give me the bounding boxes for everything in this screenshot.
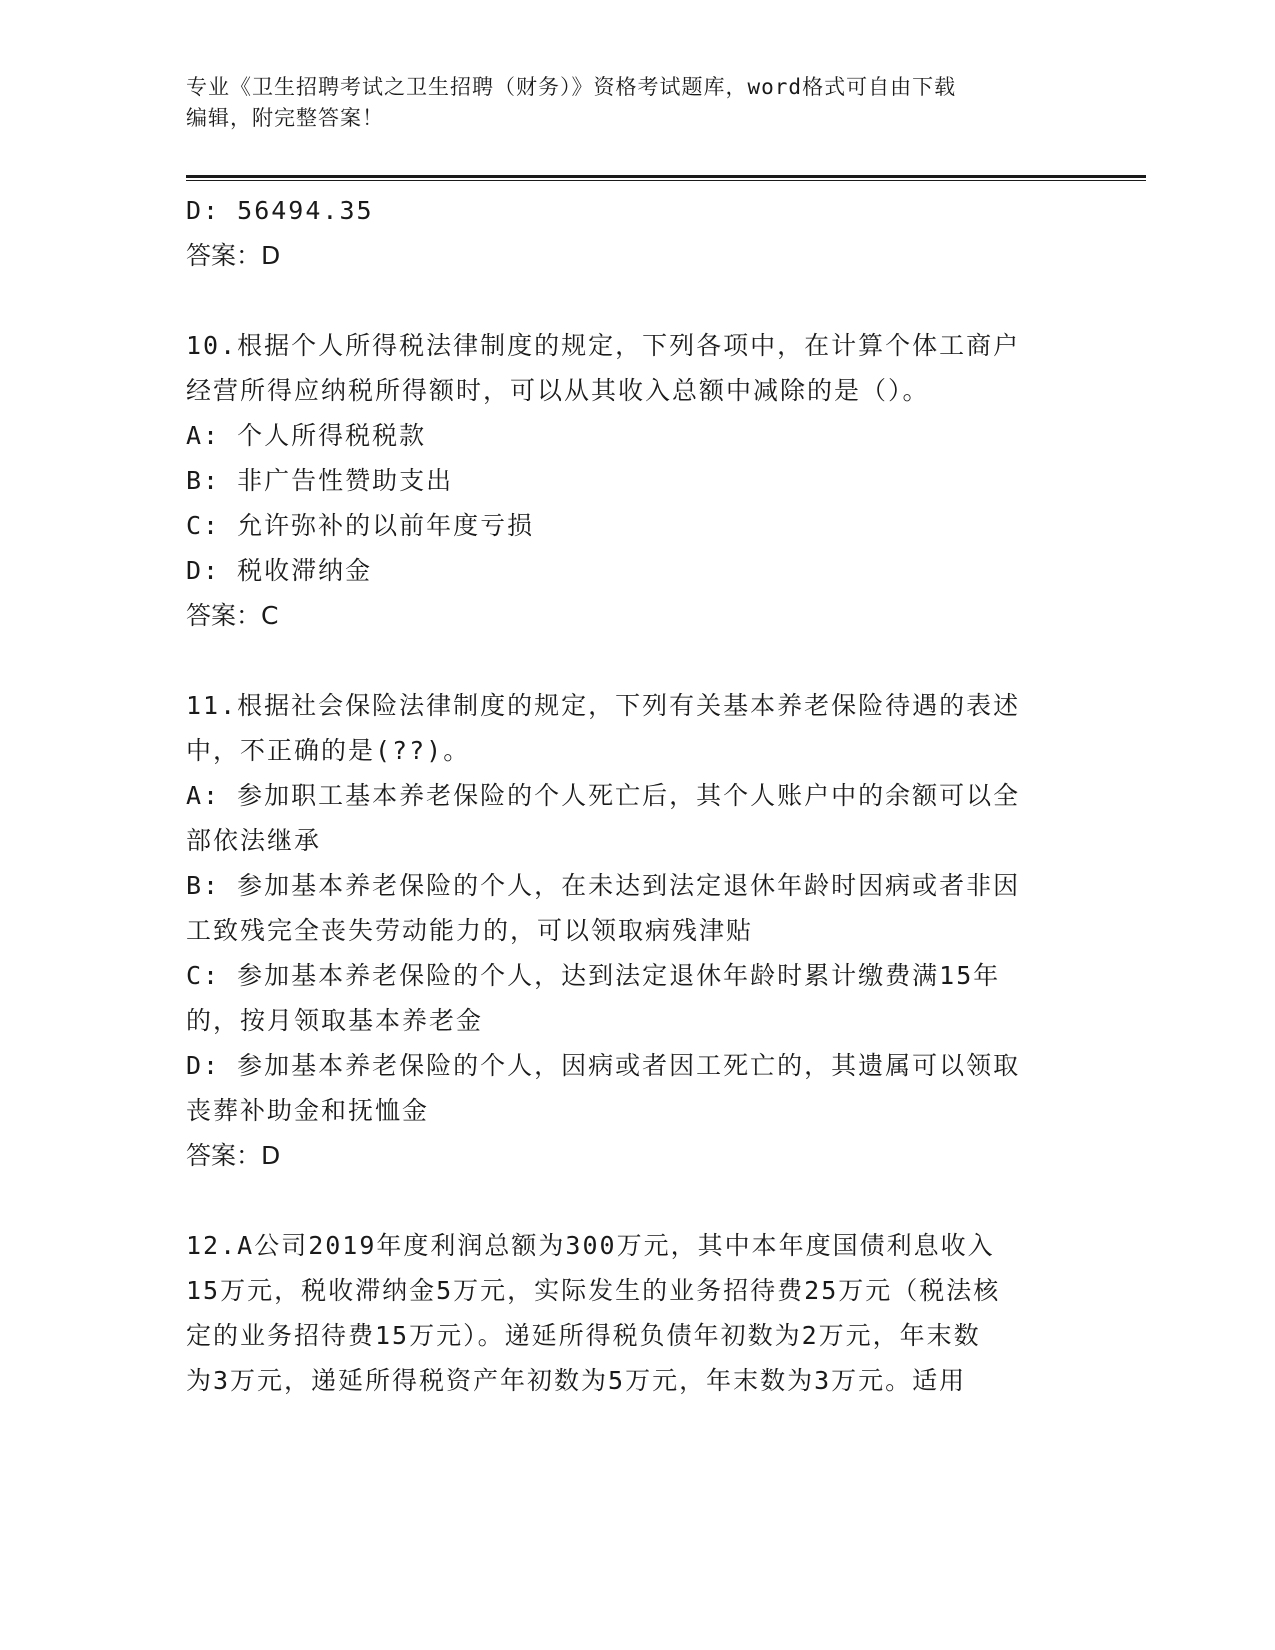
- option-c: C: 允许弥补的以前年度亏损: [186, 511, 535, 540]
- option-d-continued: 丧葬补助金和抚恤金: [186, 1096, 430, 1125]
- option-d: D: 参加基本养老保险的个人，因病或者因工死亡的，其遗属可以领取: [186, 1051, 1021, 1080]
- question-content: [186, 188, 1076, 1403]
- question-stem-line: 10.根据个人所得税法律制度的规定，下列各项中，在计算个体工商户: [186, 331, 1021, 360]
- option-b: B: 参加基本养老保险的个人，在未达到法定退休年龄时因病或者非因: [186, 871, 1021, 900]
- question-12: [186, 1223, 1076, 1403]
- spacer: [186, 1178, 1076, 1223]
- question-stem-line: 12.A公司2019年度利润总额为300万元，其中本年度国债利息收入: [186, 1231, 995, 1260]
- header-line-2: 编辑，附完整答案！: [186, 106, 384, 130]
- answer-label: 答案：C: [186, 601, 279, 630]
- header-divider: [186, 175, 1146, 178]
- spacer: [186, 278, 1076, 323]
- question-stem-line: 定的业务招待费15万元）。递延所得税负债年初数为2万元，年末数: [186, 1321, 981, 1350]
- question-stem-line: 11.根据社会保险法律制度的规定，下列有关基本养老保险待遇的表述: [186, 691, 1021, 720]
- question-10: [186, 323, 1076, 638]
- page-header: [186, 72, 1066, 134]
- option-c-continued: 的，按月领取基本养老金: [186, 1006, 484, 1035]
- option-c: C: 参加基本养老保险的个人，达到法定退休年龄时累计缴费满15年: [186, 961, 1001, 990]
- option-a: A: 个人所得税税款: [186, 421, 427, 450]
- question-11: [186, 683, 1076, 1178]
- answer-label: 答案：D: [186, 241, 281, 270]
- question-stem-line: 为3万元，递延所得税资产年初数为5万元，年末数为3万元。适用: [186, 1366, 967, 1395]
- option-d: D: 56494.35: [186, 196, 374, 225]
- option-b-continued: 工致残完全丧失劳动能力的，可以领取病残津贴: [186, 916, 754, 945]
- option-b: B: 非广告性赞助支出: [186, 466, 454, 495]
- question-stem-line: 经营所得应纳税所得额时，可以从其收入总额中减除的是（）。: [186, 376, 930, 405]
- option-a-continued: 部依法继承: [186, 826, 322, 855]
- option-a: A: 参加职工基本养老保险的个人死亡后，其个人账户中的余额可以全: [186, 781, 1021, 810]
- spacer: [186, 638, 1076, 683]
- previous-question-tail: [186, 188, 1076, 278]
- question-stem-line: 15万元，税收滞纳金5万元，实际发生的业务招待费25万元（税法核: [186, 1276, 1001, 1305]
- question-stem-line: 中，不正确的是(??)。: [186, 736, 471, 765]
- option-d: D: 税收滞纳金: [186, 556, 373, 585]
- header-line-1: 专业《卫生招聘考试之卫生招聘（财务）》资格考试题库，word格式可自由下载: [186, 75, 957, 99]
- answer-label: 答案：D: [186, 1141, 281, 1170]
